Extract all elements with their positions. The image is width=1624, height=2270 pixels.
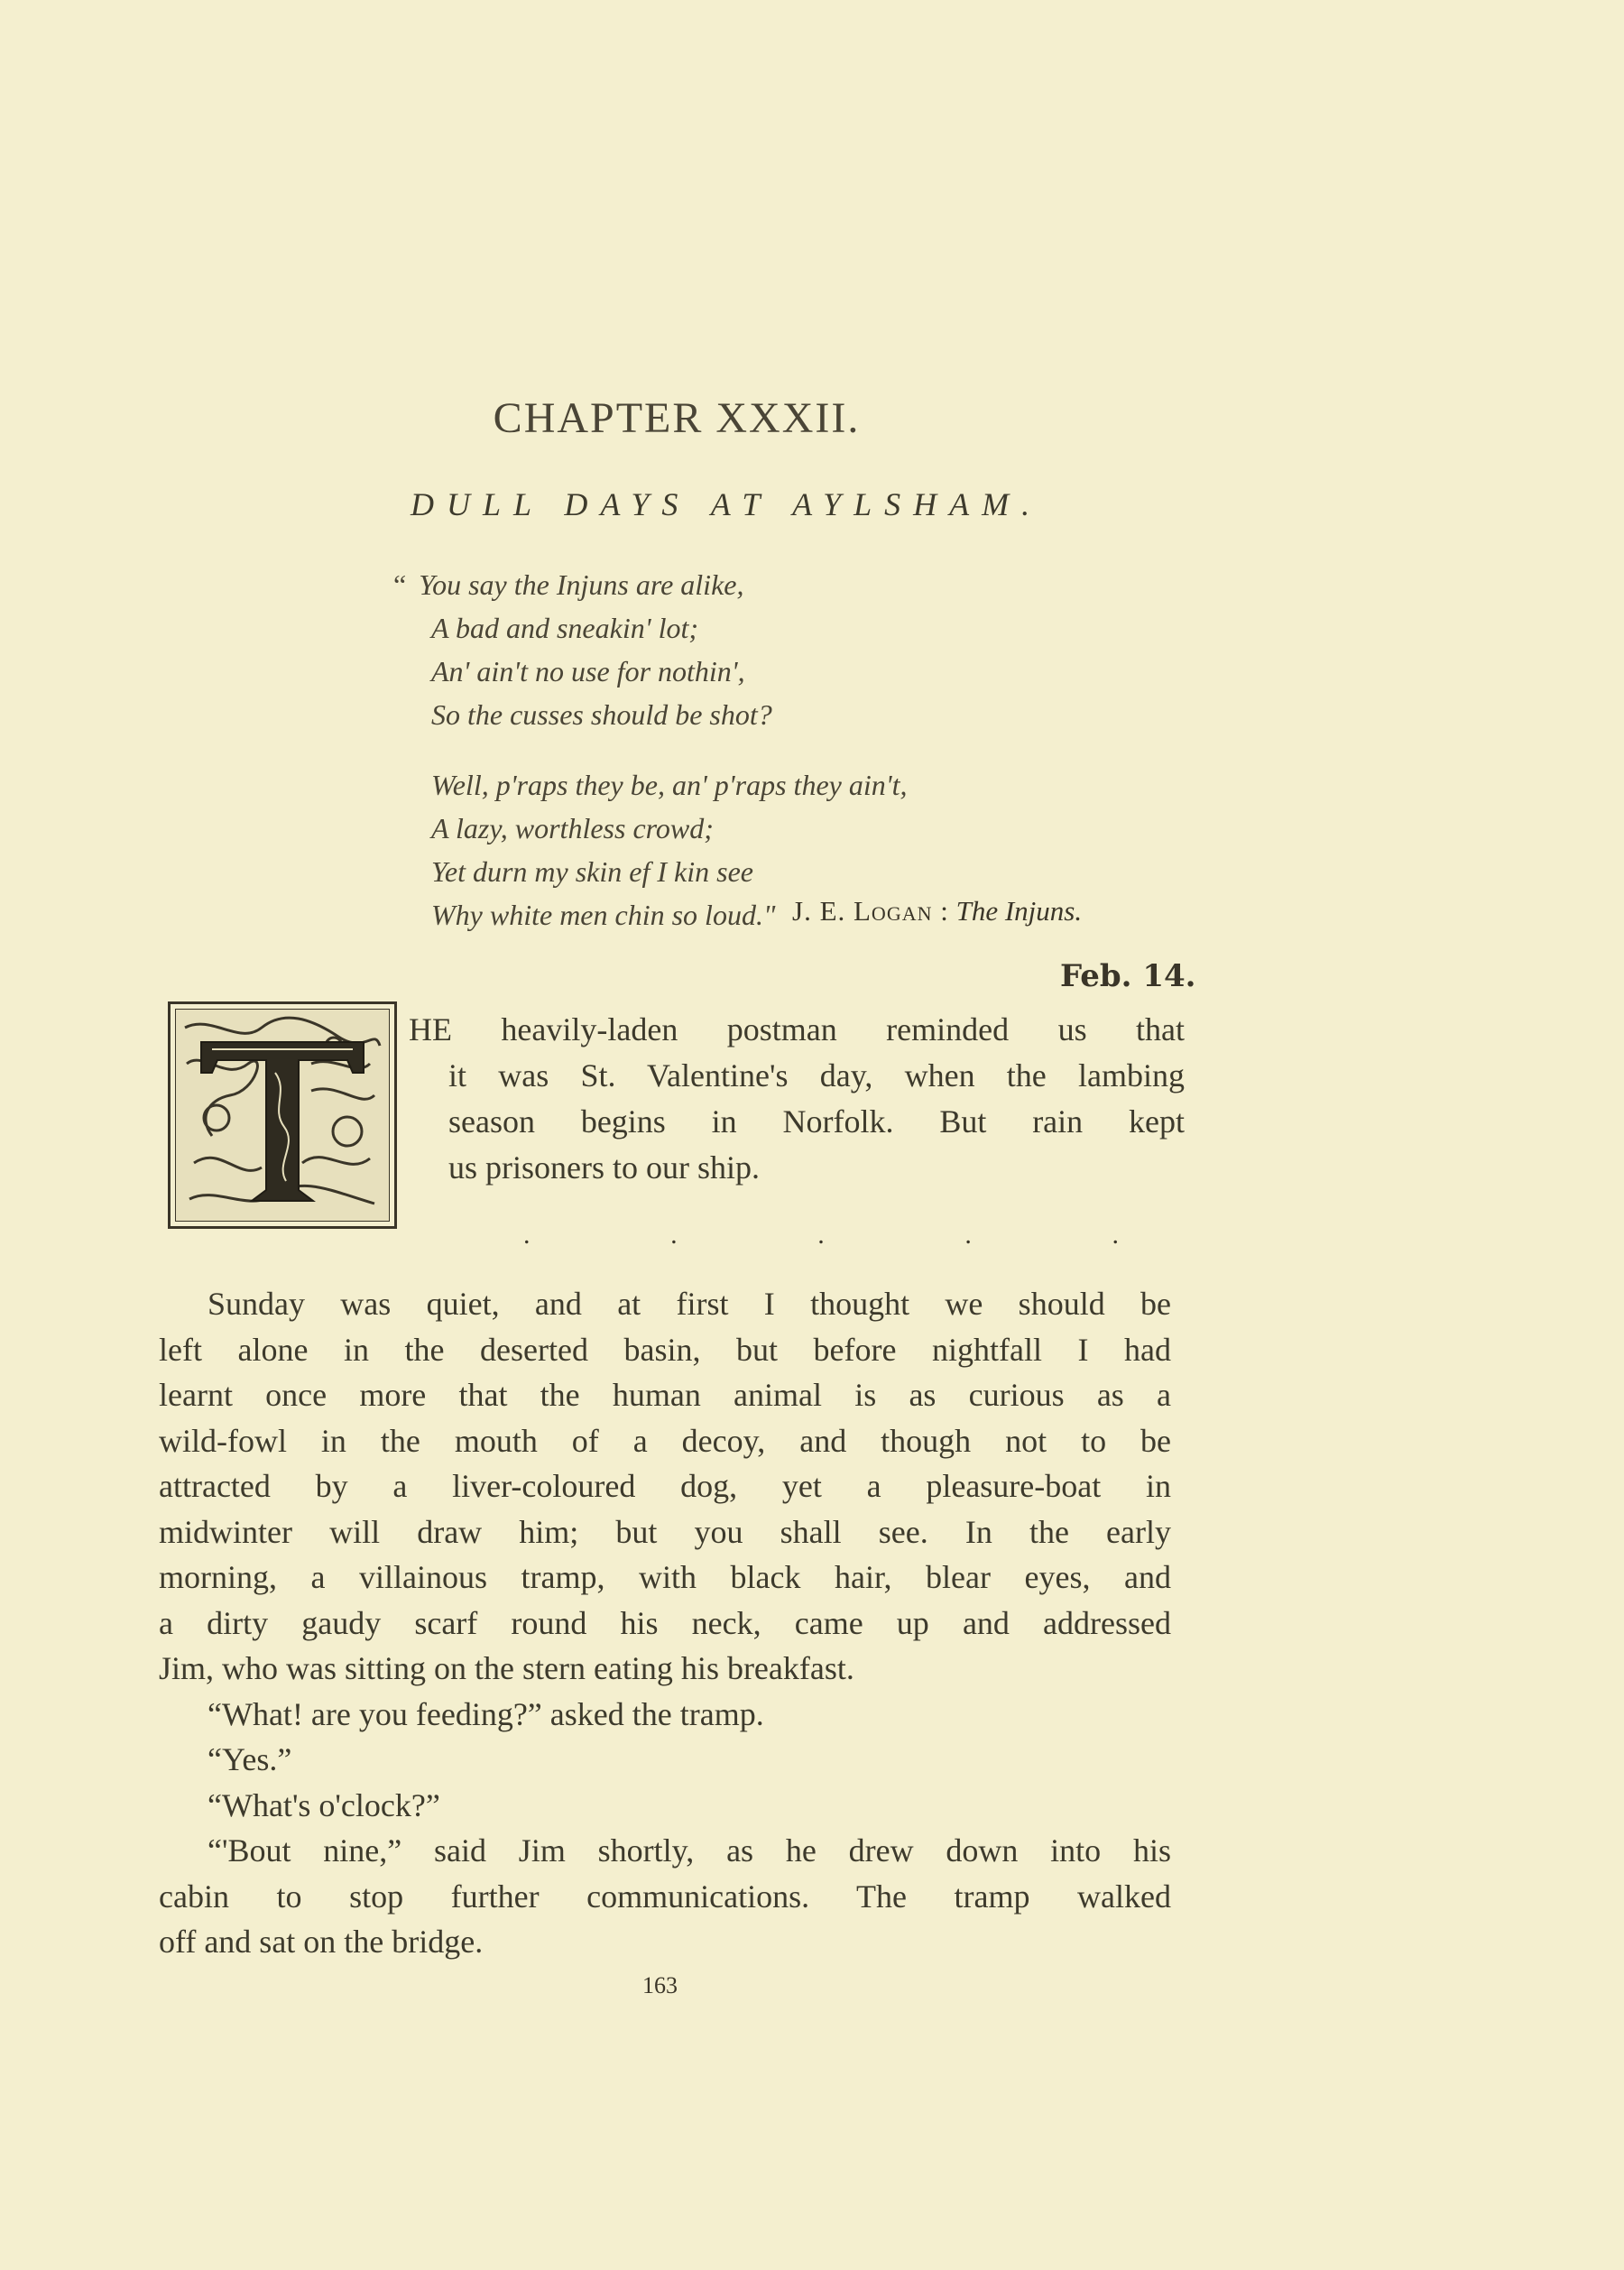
epigraph-attribution [792,895,1082,927]
ornamental-drop-cap [168,1001,397,1229]
epigraph-work: The Injuns. [955,895,1083,927]
text-line: attracted by a liver-coloured dog, yet a pleasure-boat in [159,1468,1171,1504]
epigraph-line: A bad and sneakin' lot; [431,612,698,644]
dot: . [1112,1220,1119,1250]
text-line: cabin to stop further communications. The tramp walked [159,1878,1171,1915]
text-line: season begins in Norfolk. But rain kept [448,1103,1185,1140]
text-line: learnt once more that the human animal is as curious as a [159,1377,1171,1413]
text-line: a dirty gaudy scarf round his neck, came up and addressed [159,1604,1171,1641]
diary-date: Feb. 14. [1060,958,1196,994]
text-line: morning, a villainous tramp, with black hair, blear eyes, and [159,1559,1171,1595]
dot: . [670,1220,678,1250]
text-line: it was St. Valentine's day, when the lambing [448,1057,1185,1093]
epigraph-stanza-1 [393,563,1205,736]
epigraph-line: Yet durn my skin ef I kin see [431,855,753,888]
ornament-illustration [176,1010,389,1221]
dialogue-line: “'Bout nine,” said Jim shortly, as he drew down into his [208,1832,1171,1869]
dialogue-line: “What's o'clock?” [208,1786,440,1823]
epigraph-line: Why white men chin so loud." [431,899,776,931]
dot: . [964,1220,972,1250]
text-line: wild-fowl in the mouth of a decoy, and though not to be [159,1422,1171,1459]
text-line: midwinter will draw him; but you shall see. In the early [159,1513,1171,1550]
dot: . [523,1220,531,1250]
epigraph-line: An' ain't no use for nothin', [431,655,745,687]
epigraph-line: Well, p'raps they be, an' p'raps they ain't, [431,769,908,801]
dot: . [817,1220,825,1250]
epigraph-line: “ You say the Injuns are alike, [393,568,744,601]
opening-quote: “ [393,568,407,601]
epigraph-line: A lazy, worthless crowd; [431,812,714,844]
text-line: left alone in the deserted basin, but before nightfall I had [159,1331,1171,1368]
dialogue-line: “What! are you feeding?” asked the tramp. [208,1695,764,1732]
chapter-title: CHAPTER XXXII. [493,394,861,442]
text-line: Jim, who was sitting on the stern eating his breakfast. [159,1650,854,1686]
text-line: off and sat on the bridge. [159,1924,484,1960]
text-line: us prisoners to our ship. [448,1149,760,1186]
intro-paragraph [409,1007,1185,1191]
page-number: 163 [642,1972,678,1998]
text-line: HE heavily-laden postman reminded us that [409,1011,1185,1047]
epigraph-author: J. E. Logan : [792,895,949,927]
section-break-dots [523,1220,1119,1250]
dialogue-line: “Yes.” [208,1741,292,1777]
epigraph-line: So the cusses should be shot? [431,698,772,731]
text-line: Sunday was quiet, and at first I thought we should be [208,1286,1171,1322]
chapter-subtitle: DULL DAYS AT AYLSHAM. [411,486,1043,522]
body-paragraph [159,1281,1171,1965]
